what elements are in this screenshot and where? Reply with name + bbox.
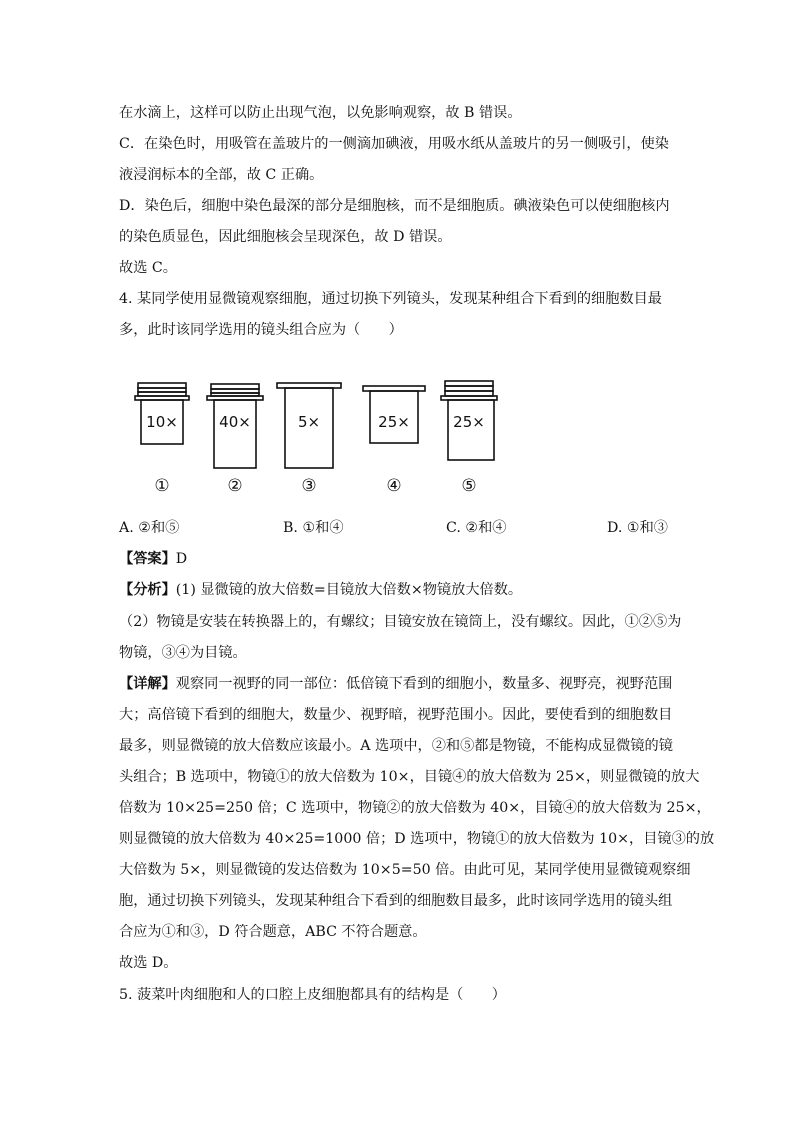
detail-line: 合应为①和③，D 符合题意，ABC 不符合题意。 [119, 924, 427, 940]
lens-4-number: ④ [386, 476, 402, 496]
lens-5-number: ⑤ [461, 476, 477, 496]
answer-value: D [175, 551, 188, 567]
analysis-line-3: 物镜，③④为目镜。 [119, 645, 247, 661]
question-4-stem-cont: 多，此时该同学选用的镜头组合应为（ ） [119, 322, 403, 338]
option-a: A. ②和⑤ [119, 520, 180, 536]
lens-4-label: 25× [378, 413, 410, 431]
option-c: C. ②和④ [446, 520, 507, 536]
lens-5-label: 25× [453, 413, 485, 431]
detail-line: 倍数为 10×25=250 倍；C 选项中，物镜②的放大倍数为 40×，目镜④的放大倍数为 25×， [119, 800, 711, 816]
detail-text: 观察同一视野的同一部位：低倍镜下看到的细胞小，数量多、视野亮，视野范围 [175, 676, 673, 692]
detail-line: 大；高倍镜下看到的细胞大，数量少、视野暗，视野范围小。因此，要使看到的细胞数目 [119, 707, 673, 723]
analysis-text: (1) 显微镜的放大倍数=目镜放大倍数×物镜放大倍数。 [175, 582, 523, 598]
analysis-line-2: （2）物镜是安装在转换器上的，有螺纹；目镜安放在镜筒上，没有螺纹。因此，①②⑤为 [119, 614, 682, 630]
detail-line: 头组合；B 选项中，物镜①的放大倍数为 10×，目镜④的放大倍数为 25×，则显微镜的放大 [119, 769, 700, 785]
detail-line: 胞，通过切换下列镜头，发现某种组合下看到的细胞数目最多，此时该同学选用的镜头组 [119, 893, 673, 909]
option-d: D. ①和③ [607, 520, 668, 536]
question-5-stem: 5. 菠菜叶肉细胞和人的口腔上皮细胞都具有的结构是（ ） [119, 987, 506, 1003]
lens-diagram [119, 372, 559, 502]
lens-2-label: 40× [219, 413, 251, 431]
analysis-line-1 [119, 580, 679, 600]
answer [119, 549, 679, 569]
lens-3-label: 5× [297, 413, 321, 431]
conclusion: 故选 D。 [119, 955, 178, 971]
option-d-explanation: D．染色后，细胞中染色最深的部分是细胞核，而不是细胞质。碘液染色可以使细胞核内 [119, 198, 670, 214]
detail-line: 大倍数为 5×，则显微镜的发达倍数为 10×5=50 倍。由此可见，某同学使用显微镜观察细 [119, 862, 691, 878]
detail-line-1 [119, 674, 679, 694]
lens-1-label: 10× [146, 413, 178, 431]
option-b: B. ①和④ [283, 520, 344, 536]
question-4-stem: 4. 某同学使用显微镜观察细胞，通过切换下列镜头，发现某种组合下看到的细胞数目最 [119, 291, 662, 307]
text-line: 在水滴上，这样可以防止出现气泡，以免影响观察，故 B 错误。 [119, 105, 522, 121]
detail-line: 最多，则显微镜的放大倍数应该最小。A 选项中，②和⑤都是物镜，不能构成显微镜的镜 [119, 738, 673, 754]
lens-2-number: ② [227, 476, 243, 496]
previous-conclusion: 故选 C。 [119, 260, 177, 276]
lens-3-number: ③ [301, 476, 317, 496]
detail-tag: 【详解】 [119, 676, 176, 692]
analysis-tag: 【分析】 [119, 582, 176, 598]
option-c-explanation: C．在染色时，用吸管在盖玻片的一侧滴加碘液，用吸水纸从盖玻片的另一侧吸引，使染 [119, 136, 669, 152]
detail-line: 则显微镜的放大倍数为 40×25=1000 倍；D 选项中，物镜①的放大倍数为 10×，目镜③的放 [119, 831, 715, 847]
text-line: 的染色质显色，因此细胞核会呈现深色，故 D 错误。 [119, 229, 452, 245]
answer-tag: 【答案】 [119, 551, 176, 567]
text-line: 液浸润标本的全部，故 C 正确。 [119, 167, 324, 183]
lens-1-number: ① [154, 476, 170, 496]
